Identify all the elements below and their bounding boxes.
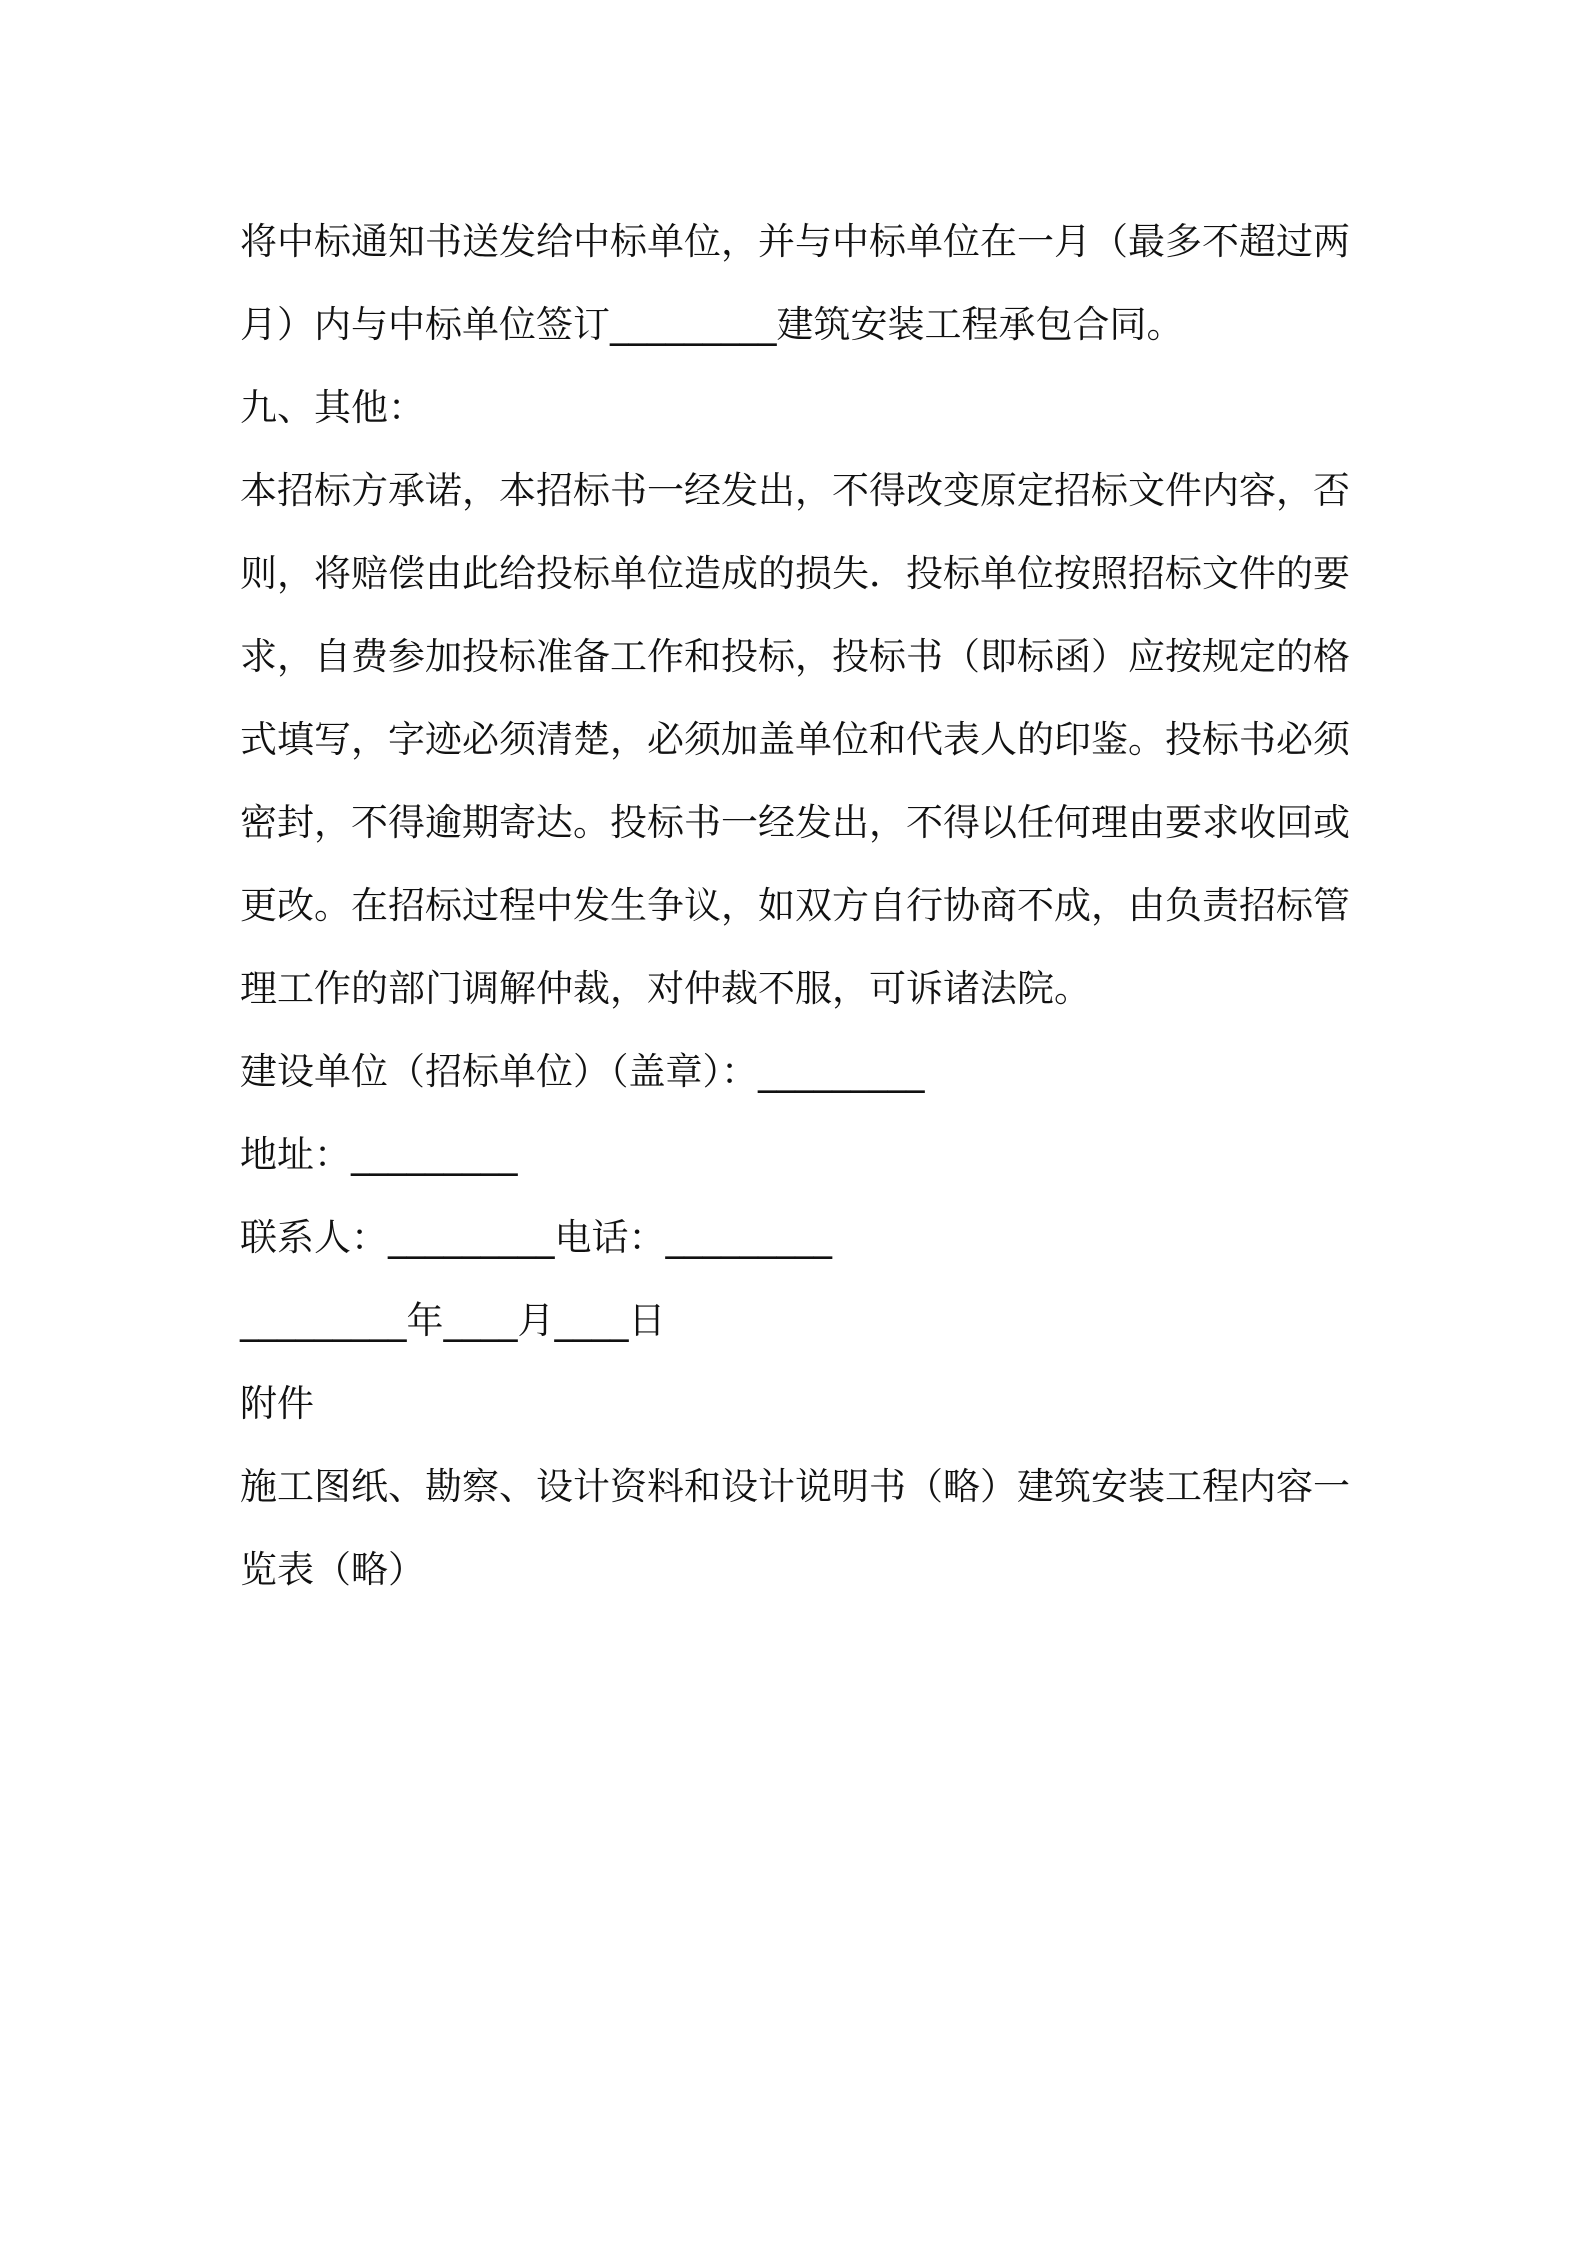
- signature-field-contact: 联系人：_________电话：_________: [240, 1216, 832, 1259]
- paragraph-line: 密封，不得逾期寄达。投标书一经发出，不得以任何理由要求收回或: [240, 801, 1350, 844]
- signature-field-address: 地址：_________: [240, 1133, 518, 1176]
- paragraph-line: 则，将赔偿由此给投标单位造成的损失．投标单位按照招标文件的要: [240, 552, 1350, 595]
- paragraph-line: 更改。在招标过程中发生争议，如双方自行协商不成，由负责招标管: [240, 884, 1350, 927]
- document-body: [240, 200, 1360, 1611]
- attachment-line: 览表（略）: [240, 1548, 425, 1591]
- attachment-line: 施工图纸、勘察、设计资料和设计说明书（略）建筑安装工程内容一: [240, 1465, 1350, 1508]
- paragraph-line: 本招标方承诺，本招标书一经发出，不得改变原定招标文件内容，否: [240, 469, 1350, 512]
- paragraph-line: 求，自费参加投标准备工作和投标，投标书（即标函）应按规定的格: [240, 635, 1350, 678]
- signature-field-date: _________年____月____日: [240, 1299, 666, 1342]
- paragraph-line: 月）内与中标单位签订_________建筑安装工程承包合同。: [240, 303, 1184, 346]
- paragraph-line: 式填写，字迹必须清楚，必须加盖单位和代表人的印鉴。投标书必须: [240, 718, 1350, 761]
- paragraph-line: 理工作的部门调解仲裁，对仲裁不服，可诉诸法院。: [240, 967, 1091, 1010]
- paragraph-line: 将中标通知书送发给中标单位，并与中标单位在一月（最多不超过两: [240, 220, 1350, 263]
- attachment-heading: 附件: [240, 1382, 314, 1425]
- section-heading: 九、其他：: [240, 386, 425, 429]
- signature-field-unit: 建设单位（招标单位）（盖章）：_________: [240, 1050, 925, 1093]
